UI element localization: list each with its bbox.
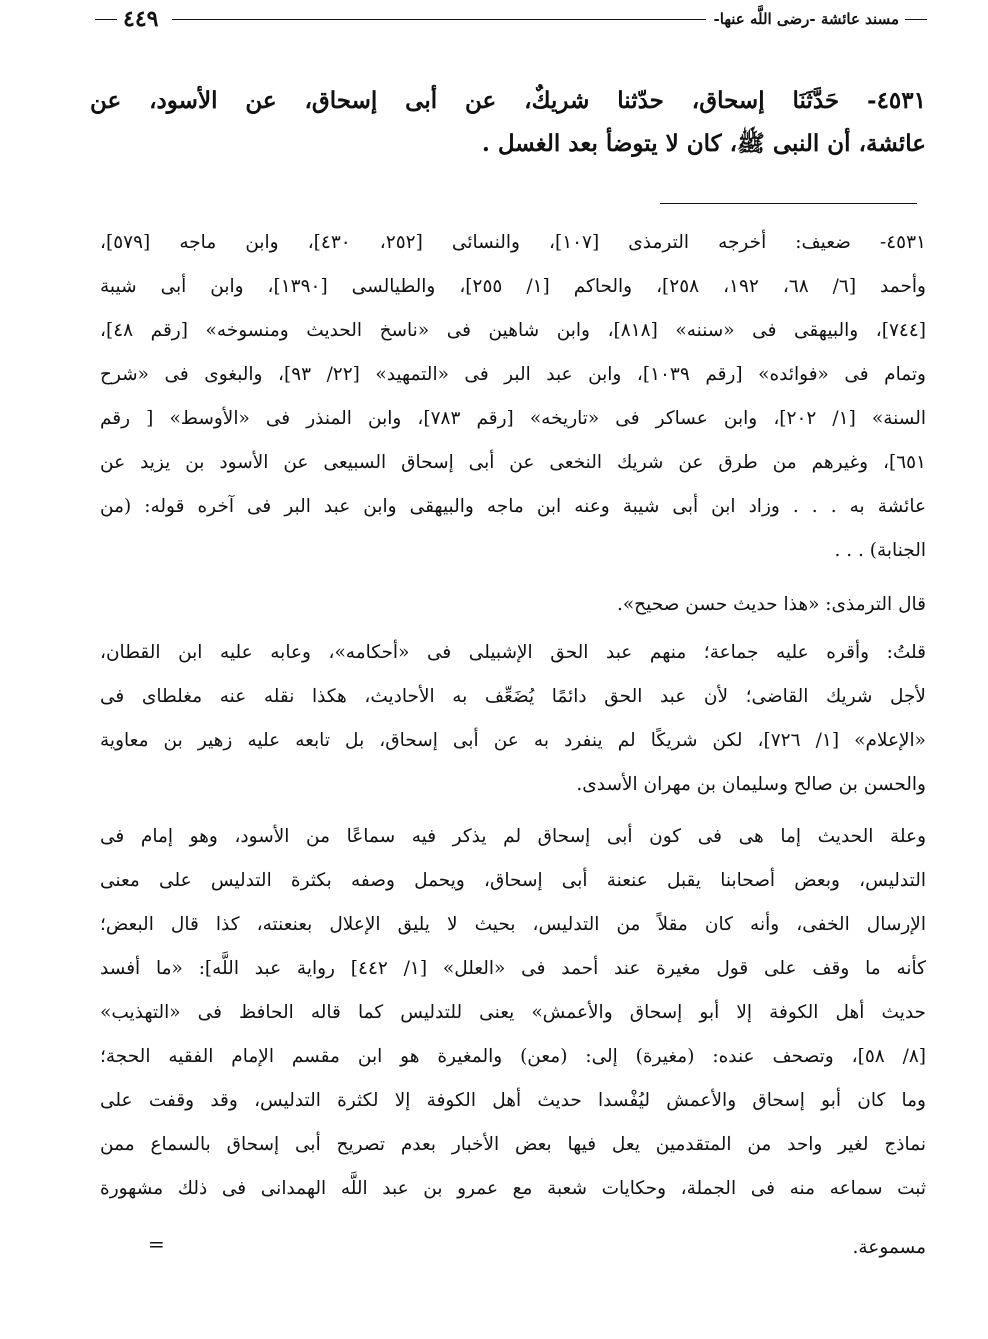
footnote-line: حديث أهل الكوفة إلا أبو إسحاق والأعمش» يعنى للتدليس كما قاله الحافظ فى «التهذيب» xyxy=(100,1002,926,1023)
footnote-line: ٦٥١]، وغيرهم من طرق عن شريك النخعى عن أبى إسحاق السبيعى عن الأسود بن يزيد عن xyxy=(100,452,926,473)
footnote-line: السنة» [١/ ٢٠٢]، وابن عساكر فى «تاريخه» [رقم ٧٨٣]، وابن المنذر فى «الأوسط» [ رقم xyxy=(100,408,926,429)
footnote-line: قلتُ: وأقره عليه جماعة؛ منهم عبد الحق الإشبيلى فى «أحكامه»، وعابه عليه ابن القطان، xyxy=(100,642,926,663)
footnote-line: [٧٤٤]، والبيهقى فى «سننه» [٨١٨]، وابن شاهين فى «ناسخ الحديث ومنسوخه» [رقم ٤٨]، xyxy=(100,320,926,341)
footnote-separator xyxy=(660,203,917,204)
footnote-line: والحسن بن صالح وسليمان بن مهران الأسدى. xyxy=(576,774,926,795)
footnote-line: عائشة به . . . وزاد ابن أبى شيبة وعنه ابن ماجه والبيهقى وابن عبد البر فى آخره قوله: (من xyxy=(100,496,926,517)
footnote-line: مسموعة. xyxy=(852,1237,926,1258)
footnote-line: وتمام فى «فوائده» [رقم ١٠٣٩]، وابن عبد البر فى «التمهيد» [٢٢/ ٩٣]، والبغوى فى «شرح xyxy=(100,364,926,385)
page-number: ٤٤٩ xyxy=(123,6,159,32)
header-rule xyxy=(172,19,705,20)
footnote-line: [٨/ ٥٨]، وتصحف عنده: (مغيرة) إلى: (معن) والمغيرة هو ابن مقسم الإمام الفقيه الحجة؛ xyxy=(100,1046,926,1067)
footnote-line: وأحمد [٦/ ٦٨، ١٩٢، ٢٥٨]، والحاكم [١/ ٢٥٥]، والطيالسى [١٣٩٠]، وابن أبى شيبة xyxy=(100,276,926,297)
footnote-line: لأجل شريك القاضى؛ لأن عبد الحق دائمًا يُضَعِّف به الأحاديث، هكذا نقله عنه مغلطاى فى xyxy=(100,686,926,707)
footnote-line: وما كان أبو إسحاق والأعمش ليُفْسدا حديث أهل الكوفة إلا لكثرة التدليس، وقد وقفت على xyxy=(100,1090,926,1111)
footnote-line: الجنابة) . . . xyxy=(834,540,926,561)
footnote-line: قال الترمذى: «هذا حديث حسن صحيح». xyxy=(616,594,926,615)
footnote-line: نماذج لغير واحد من المتقدمين يعل فيها بعض الأخبار بعدم تصريح أبى إسحاق بالسماع ممن xyxy=(100,1134,926,1155)
header-rule xyxy=(95,19,117,20)
hadith-line: عائشة، أن النبى ﷺ، كان لا يتوضأ بعد الغسل . xyxy=(481,130,926,157)
continuation-mark: = xyxy=(148,1232,165,1256)
footnote-line: ٤٥٣١- ضعيف: أخرجه الترمذى [١٠٧]، والنسائى [٢٥٢، ٤٣٠]، وابن ماجه [٥٧٩]، xyxy=(100,232,926,253)
footnote-line: ثبت سماعه منه فى الجملة، وحكايات شعبة مع عمرو بن عبد اللَّه الهمدانى فى ذلك مشهورة xyxy=(100,1178,926,1199)
header-rule xyxy=(905,19,927,20)
running-title: مسند عائشة -رضى اللَّه عنها- xyxy=(713,10,899,28)
footnote-line: كأنه ما وقف على قول مغيرة عند أحمد فى «العلل» [١/ ٤٤٢] رواية عبد اللَّه]: «ما أفسد xyxy=(100,958,926,979)
hadith-line: ٤٥٣١- حَدَّثَنَا إسحاق، حدّثنا شريكٌ، عن أبى إسحاق، عن الأسود، عن xyxy=(90,87,926,114)
footnote-line: التدليس، وبعض أصحابنا يقبل عنعنة أبى إسحاق، ويحمل وصفه بكثرة التدليس على معنى xyxy=(100,870,926,891)
running-header xyxy=(95,6,927,32)
footnote-line: «الإعلام» [١/ ٧٢٦]، لكن شريكًا لم ينفرد به عن أبى إسحاق، بل تابعه عليه زهير بن معاوية xyxy=(100,730,926,751)
footnote-line: الإرسال الخفى، وأنه كان مقلاً من التدليس، بحيث لا يليق الإعلال بعنعنته، كذا قال البعض؛ xyxy=(100,914,926,935)
footnote-line: وعلة الحديث إما هى فى كون أبى إسحاق لم يذكر فيه سماعًا من الأسود، وهو إمام فى xyxy=(100,826,926,847)
